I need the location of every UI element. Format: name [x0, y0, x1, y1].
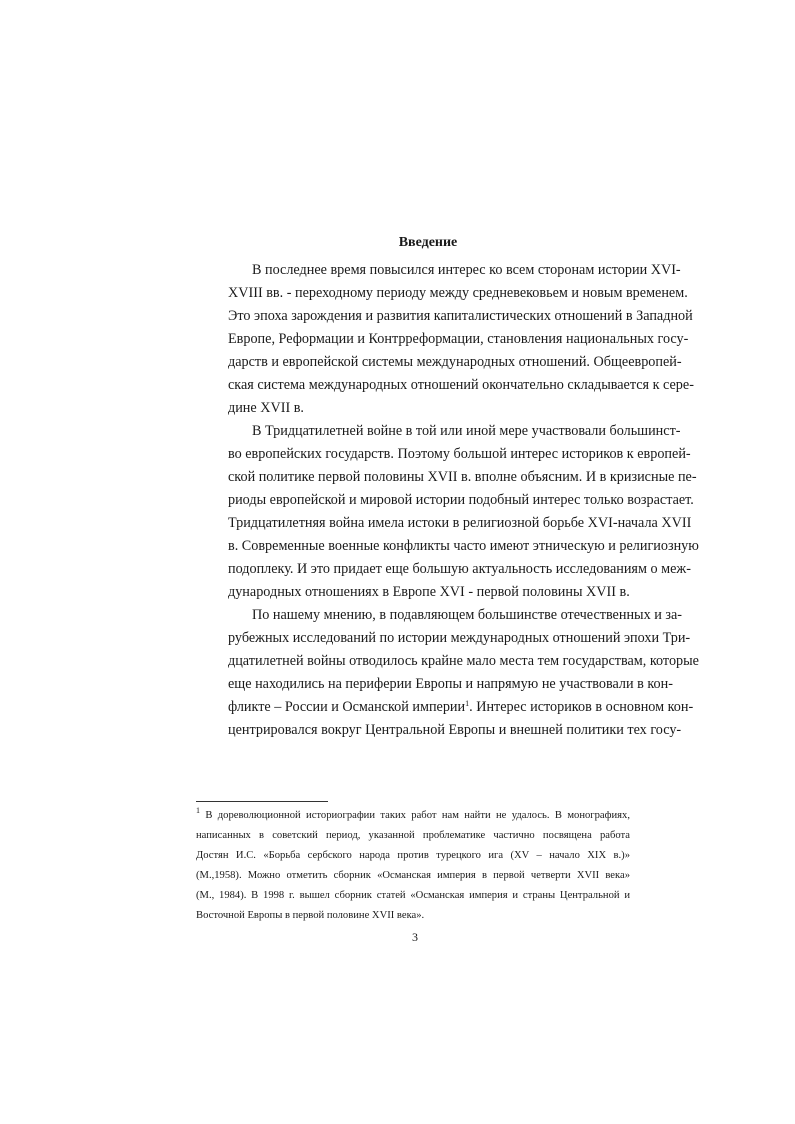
body-line: Это эпоха зарождения и развития капиталистических отношений в Западной: [228, 308, 693, 324]
body-line: В последнее время повысился интерес ко всем сторонам истории XVI-: [252, 262, 681, 278]
body-line: в. Современные военные конфликты часто имеют этническую и религиозную: [228, 538, 699, 554]
footnote-line: (М., 1984). В 1998 г. вышел сборник статей «Османская империя и страны Центральной и: [196, 890, 630, 901]
body-line: ская система международных отношений окончательно складывается к сере-: [228, 377, 694, 393]
footnote-marker: 1: [196, 806, 200, 815]
body-line: XVIII вв. - переходному периоду между средневековьем и новым временем.: [228, 285, 688, 301]
body-line: В Тридцатилетней войне в той или иной мере участвовали большинст-: [252, 423, 681, 439]
footnote-separator: [196, 801, 328, 802]
body-line: ской политике первой половины XVII в. вполне объясним. И в кризисные пе-: [228, 469, 697, 485]
body-line: дународных отношениях в Европе XVI - первой половины XVII в.: [228, 584, 630, 600]
body-line: подоплеку. И это придает еще большую актуальность исследованиям о меж-: [228, 561, 691, 577]
body-line: дине XVII в.: [228, 400, 304, 416]
body-line: Тридцатилетняя война имела истоки в религиозной борьбе XVI-начала XVII: [228, 515, 692, 531]
body-line: Европе, Реформации и Контрреформации, становления национальных госу-: [228, 331, 689, 347]
body-line: дцатилетней войны отводилось крайне мало места тем государствам, которые: [228, 653, 699, 669]
body-line: По нашему мнению, в подавляющем большинстве отечественных и за-: [252, 607, 682, 623]
body-line: еще находились на периферии Европы и напрямую не участвовали в кон-: [228, 676, 673, 692]
body-line: центрировался вокруг Центральной Европы и внешней политики тех госу-: [228, 722, 682, 738]
page-number: 3: [412, 930, 418, 944]
footnote-line: Восточной Европы в первой половине XVII века».: [196, 910, 425, 921]
section-heading: Введение: [398, 235, 458, 250]
body-line: риоды европейской и мировой истории подобный интерес только возрастает.: [228, 492, 694, 508]
body-line: во европейских государств. Поэтому большой интерес историков к европей-: [228, 446, 691, 462]
footnote-line: (М.,1958). Можно отметить сборник «Османская империя в первой четверти XVII века»: [196, 870, 630, 881]
footnote-line: Достян И.С. «Борьба сербского народа против турецкого ига (XV – начало XIX в.)»: [196, 850, 630, 861]
footnote-line: написанных в советский период, указанной проблематике частично посвящена работа: [196, 830, 630, 841]
body-line: фликте – России и Османской империи$^1$. Интерес историков в основном кон-: [228, 699, 694, 715]
footnote-reference: 1: [465, 699, 470, 708]
body-line: дарств и европейской системы международных отношений. Общеевропей-: [228, 354, 682, 370]
footnote-line: $^1$ В дореволюционной историографии таких работ нам найти не удалось. В монографиях,: [196, 806, 630, 821]
body-line: рубежных исследований по истории международных отношений эпохи Три-: [228, 630, 691, 646]
